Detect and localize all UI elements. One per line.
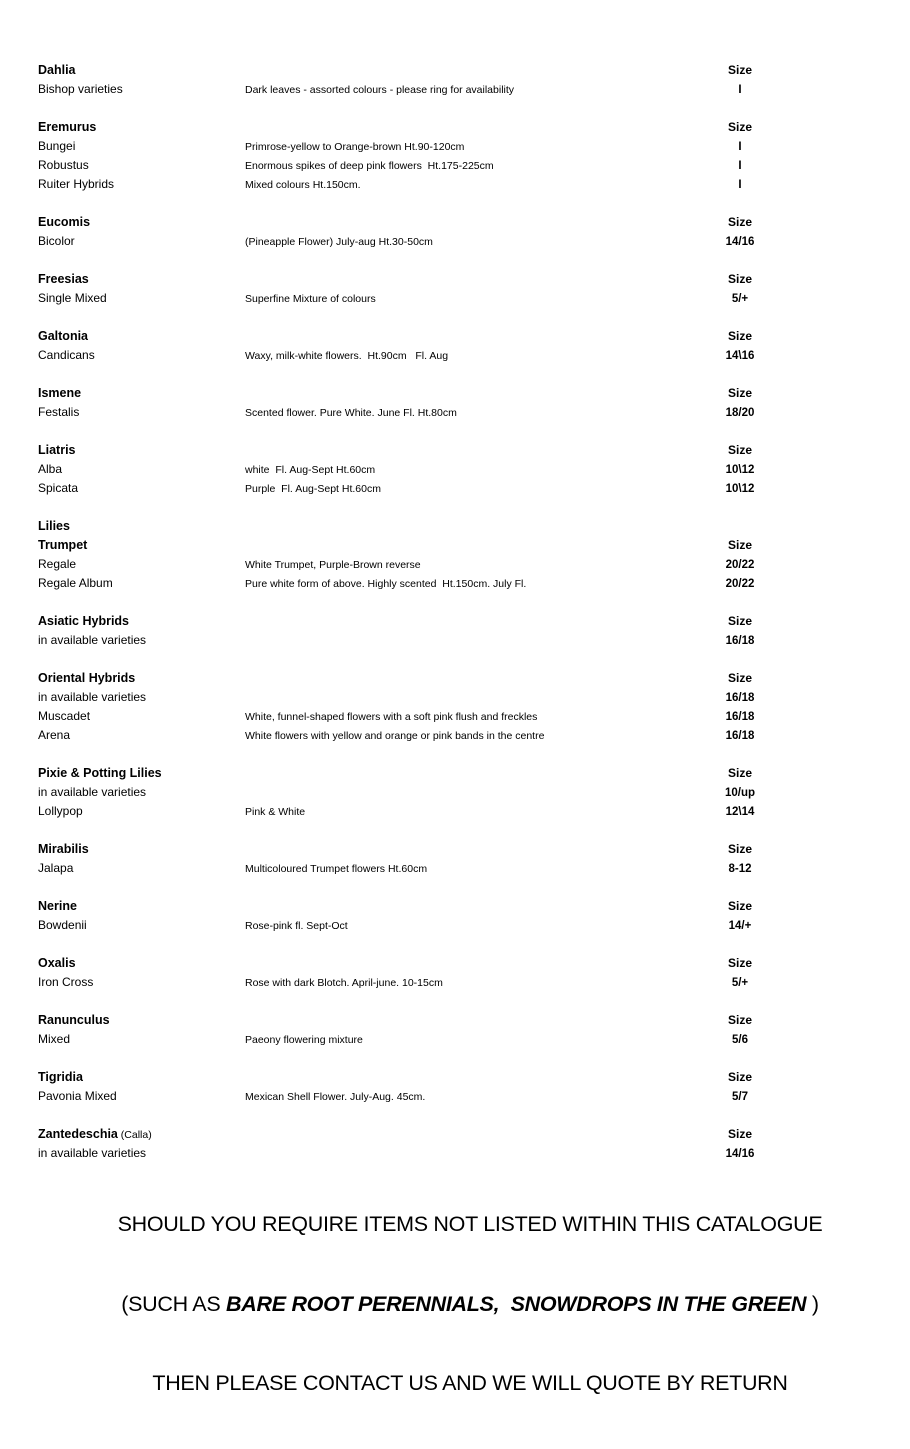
variety-row xyxy=(38,1030,870,1049)
group-header-row xyxy=(38,536,870,555)
group-header-row xyxy=(38,270,870,289)
variety-row xyxy=(38,783,870,802)
plant-group xyxy=(38,897,910,935)
group-header-row xyxy=(38,213,870,232)
variety-name: Jalapa xyxy=(38,861,74,875)
plant-group xyxy=(38,612,910,650)
size-column-header: Size xyxy=(727,538,752,552)
variety-size: 10/up xyxy=(724,787,756,799)
plant-group xyxy=(38,840,910,878)
variety-description: Primrose-yellow to Orange-brown Ht.90-120cm xyxy=(245,141,465,153)
variety-name: Spicata xyxy=(38,481,79,495)
variety-size: I xyxy=(738,160,742,172)
group-header-row xyxy=(38,764,870,783)
variety-size: 5/7 xyxy=(732,1091,748,1103)
variety-row xyxy=(38,555,870,574)
variety-name: Lollypop xyxy=(38,804,83,818)
size-column-header: Size xyxy=(727,766,752,780)
variety-size: 10\12 xyxy=(725,464,755,476)
variety-description: Pink & White xyxy=(245,806,306,818)
variety-name: in available varieties xyxy=(38,1146,147,1160)
plant-group xyxy=(38,1011,910,1049)
group-header-row xyxy=(38,840,870,859)
variety-row xyxy=(38,707,870,726)
variety-size: 16/18 xyxy=(725,635,755,647)
variety-size: 5/+ xyxy=(731,977,749,989)
variety-row xyxy=(38,726,870,745)
footer-note xyxy=(30,1160,910,1449)
plant-group xyxy=(38,61,910,99)
variety-size: 18/20 xyxy=(725,407,755,419)
plant-group xyxy=(38,517,910,593)
variety-row xyxy=(38,479,870,498)
size-column-header: Size xyxy=(727,63,752,77)
plant-group xyxy=(38,954,910,992)
variety-size: 14/+ xyxy=(728,920,752,932)
plant-group xyxy=(38,441,910,498)
plant-group xyxy=(38,1125,910,1163)
group-header-row xyxy=(38,384,870,403)
group-header-row xyxy=(38,669,870,688)
variety-description: White flowers with yellow and orange or pink bands in the centre xyxy=(245,730,545,742)
variety-description: Dark leaves - assorted colours - please ring for availability xyxy=(245,84,515,96)
variety-row xyxy=(38,289,870,308)
size-column-header: Size xyxy=(727,120,752,134)
group-name: Dahlia xyxy=(38,63,76,77)
variety-size: 20/22 xyxy=(725,559,755,571)
group-header-row xyxy=(38,897,870,916)
footer-line-1: SHOULD YOU REQUIRE ITEMS NOT LISTED WITHIN THIS CATALOGUE xyxy=(117,1212,823,1236)
group-header-row xyxy=(38,118,870,137)
variety-name: Iron Cross xyxy=(38,975,94,989)
variety-description: (Pineapple Flower) July-aug Ht.30-50cm xyxy=(245,236,433,248)
group-name: Zantedeschia (Calla) xyxy=(38,1127,152,1141)
variety-description: Scented flower. Pure White. June Fl. Ht.80cm xyxy=(245,407,457,419)
group-name: Freesias xyxy=(38,272,89,286)
variety-size: 20/22 xyxy=(725,578,755,590)
variety-description: Pure white form of above. Highly scented Ht.150cm. July Fl. xyxy=(245,578,527,590)
group-name: Tigridia xyxy=(38,1070,83,1084)
size-column-header: Size xyxy=(727,329,752,343)
size-column-header: Size xyxy=(727,671,752,685)
group-header-row xyxy=(38,954,870,973)
variety-description: Rose with dark Blotch. April-june. 10-15cm xyxy=(245,977,443,989)
group-header-row xyxy=(38,441,870,460)
variety-row xyxy=(38,346,870,365)
variety-row xyxy=(38,1087,870,1106)
variety-description: white Fl. Aug-Sept Ht.60cm xyxy=(245,464,376,476)
group-name: Ismene xyxy=(38,386,82,400)
group-name-suffix: (Calla) xyxy=(117,1129,152,1141)
plant-group xyxy=(38,764,910,821)
variety-row xyxy=(38,631,870,650)
size-column-header: Size xyxy=(727,842,752,856)
group-name: Pixie & Potting Lilies xyxy=(38,766,162,780)
variety-row xyxy=(38,859,870,878)
variety-row xyxy=(38,802,870,821)
variety-row xyxy=(38,574,870,593)
group-header-row xyxy=(38,61,870,80)
group-name: Nerine xyxy=(38,899,77,913)
variety-row xyxy=(38,175,870,194)
size-column-header: Size xyxy=(727,1070,752,1084)
variety-name: Bungei xyxy=(38,139,76,153)
variety-description: Purple Fl. Aug-Sept Ht.60cm xyxy=(245,483,381,495)
variety-name: Regale xyxy=(38,557,77,571)
size-column-header: Size xyxy=(727,215,752,229)
variety-row xyxy=(38,916,870,935)
size-column-header: Size xyxy=(727,614,752,628)
variety-name: Bowdenii xyxy=(38,918,87,932)
size-column-header: Size xyxy=(727,1127,752,1141)
group-name: Ranunculus xyxy=(38,1013,110,1027)
variety-row xyxy=(38,973,870,992)
plant-group xyxy=(38,669,910,745)
variety-size: 14/16 xyxy=(725,236,755,248)
group-name: Asiatic Hybrids xyxy=(38,614,130,628)
variety-description: Mixed colours Ht.150cm. xyxy=(245,179,361,191)
variety-size: 16/18 xyxy=(725,692,755,704)
group-name: Liatris xyxy=(38,443,76,457)
variety-name: in available varieties xyxy=(38,690,147,704)
variety-row xyxy=(38,80,870,99)
group-name: Oriental Hybrids xyxy=(38,671,136,685)
variety-description: White Trumpet, Purple-Brown reverse xyxy=(245,559,421,571)
variety-description: Multicoloured Trumpet flowers Ht.60cm xyxy=(245,863,428,875)
variety-size: 5/+ xyxy=(731,293,749,305)
variety-name: Muscadet xyxy=(38,709,91,723)
variety-size: 10\12 xyxy=(725,483,755,495)
variety-size: 12\14 xyxy=(725,806,755,818)
variety-name: Ruiter Hybrids xyxy=(38,177,115,191)
variety-row xyxy=(38,137,870,156)
variety-size: I xyxy=(738,84,742,96)
variety-name: Arena xyxy=(38,728,71,742)
plant-group xyxy=(38,270,910,308)
variety-size: 14/16 xyxy=(725,1148,755,1160)
variety-name: Festalis xyxy=(38,405,80,419)
group-name: Trumpet xyxy=(38,538,88,552)
plant-group xyxy=(38,384,910,422)
group-name: Eremurus xyxy=(38,120,97,134)
variety-name: Pavonia Mixed xyxy=(38,1089,117,1103)
group-pre-header-row xyxy=(38,517,870,536)
plant-list xyxy=(38,61,910,1163)
variety-description: Enormous spikes of deep pink flowers Ht.175-225cm xyxy=(245,160,494,172)
variety-row xyxy=(38,403,870,422)
variety-size: 5/6 xyxy=(732,1034,748,1046)
variety-size: 14\16 xyxy=(725,350,755,362)
plant-group xyxy=(38,213,910,251)
variety-size: 16/18 xyxy=(725,730,755,742)
variety-name: in available varieties xyxy=(38,633,147,647)
variety-name: Alba xyxy=(38,462,63,476)
group-header-row xyxy=(38,1011,870,1030)
variety-description: Paeony flowering mixture xyxy=(245,1034,363,1046)
variety-description: White, funnel-shaped flowers with a soft pink flush and freckles xyxy=(245,711,538,723)
size-column-header: Size xyxy=(727,956,752,970)
variety-size: I xyxy=(738,179,742,191)
footer-line-3: THEN PLEASE CONTACT US AND WE WILL QUOTE BY RETURN xyxy=(152,1371,788,1395)
variety-name: Robustus xyxy=(38,158,89,172)
size-column-header: Size xyxy=(727,272,752,286)
variety-row xyxy=(38,156,870,175)
footer-line-2-emphasis: BARE ROOT PERENNIALS, SNOWDROPS IN THE GREEN xyxy=(226,1291,807,1316)
variety-description: Superfine Mixture of colours xyxy=(245,293,376,305)
group-name: Eucomis xyxy=(38,215,91,229)
variety-name: in available varieties xyxy=(38,785,147,799)
plant-group xyxy=(38,327,910,365)
variety-name: Candicans xyxy=(38,348,95,362)
size-column-header: Size xyxy=(727,443,752,457)
plant-group xyxy=(38,118,910,194)
variety-name: Regale Album xyxy=(38,576,113,590)
variety-name: Bishop varieties xyxy=(38,82,123,96)
group-name: Mirabilis xyxy=(38,842,89,856)
variety-name: Bicolor xyxy=(38,234,75,248)
variety-row xyxy=(38,460,870,479)
group-header-row xyxy=(38,1125,870,1144)
footer-line-2 xyxy=(30,1290,910,1320)
variety-description: Waxy, milk-white flowers. Ht.90cm Fl. Aug xyxy=(245,350,449,362)
plant-group xyxy=(38,1068,910,1106)
group-name: Oxalis xyxy=(38,956,76,970)
group-header-row xyxy=(38,327,870,346)
variety-row xyxy=(38,688,870,707)
variety-description: Mexican Shell Flower. July-Aug. 45cm. xyxy=(245,1091,426,1103)
group-header-row xyxy=(38,1068,870,1087)
footer-line-2-suffix: ) xyxy=(806,1291,819,1316)
variety-row xyxy=(38,232,870,251)
variety-name: Mixed xyxy=(38,1032,71,1046)
size-column-header: Size xyxy=(727,1013,752,1027)
footer-line-2-prefix: (SUCH AS xyxy=(121,1291,227,1316)
variety-name: Single Mixed xyxy=(38,291,107,305)
variety-size: 8-12 xyxy=(728,863,752,875)
group-pre-name: Lilies xyxy=(38,519,70,533)
variety-size: 16/18 xyxy=(725,711,755,723)
group-header-row xyxy=(38,612,870,631)
variety-description: Rose-pink fl. Sept-Oct xyxy=(245,920,348,932)
variety-size: I xyxy=(738,141,742,153)
group-name: Galtonia xyxy=(38,329,89,343)
size-column-header: Size xyxy=(727,899,752,913)
size-column-header: Size xyxy=(727,386,752,400)
